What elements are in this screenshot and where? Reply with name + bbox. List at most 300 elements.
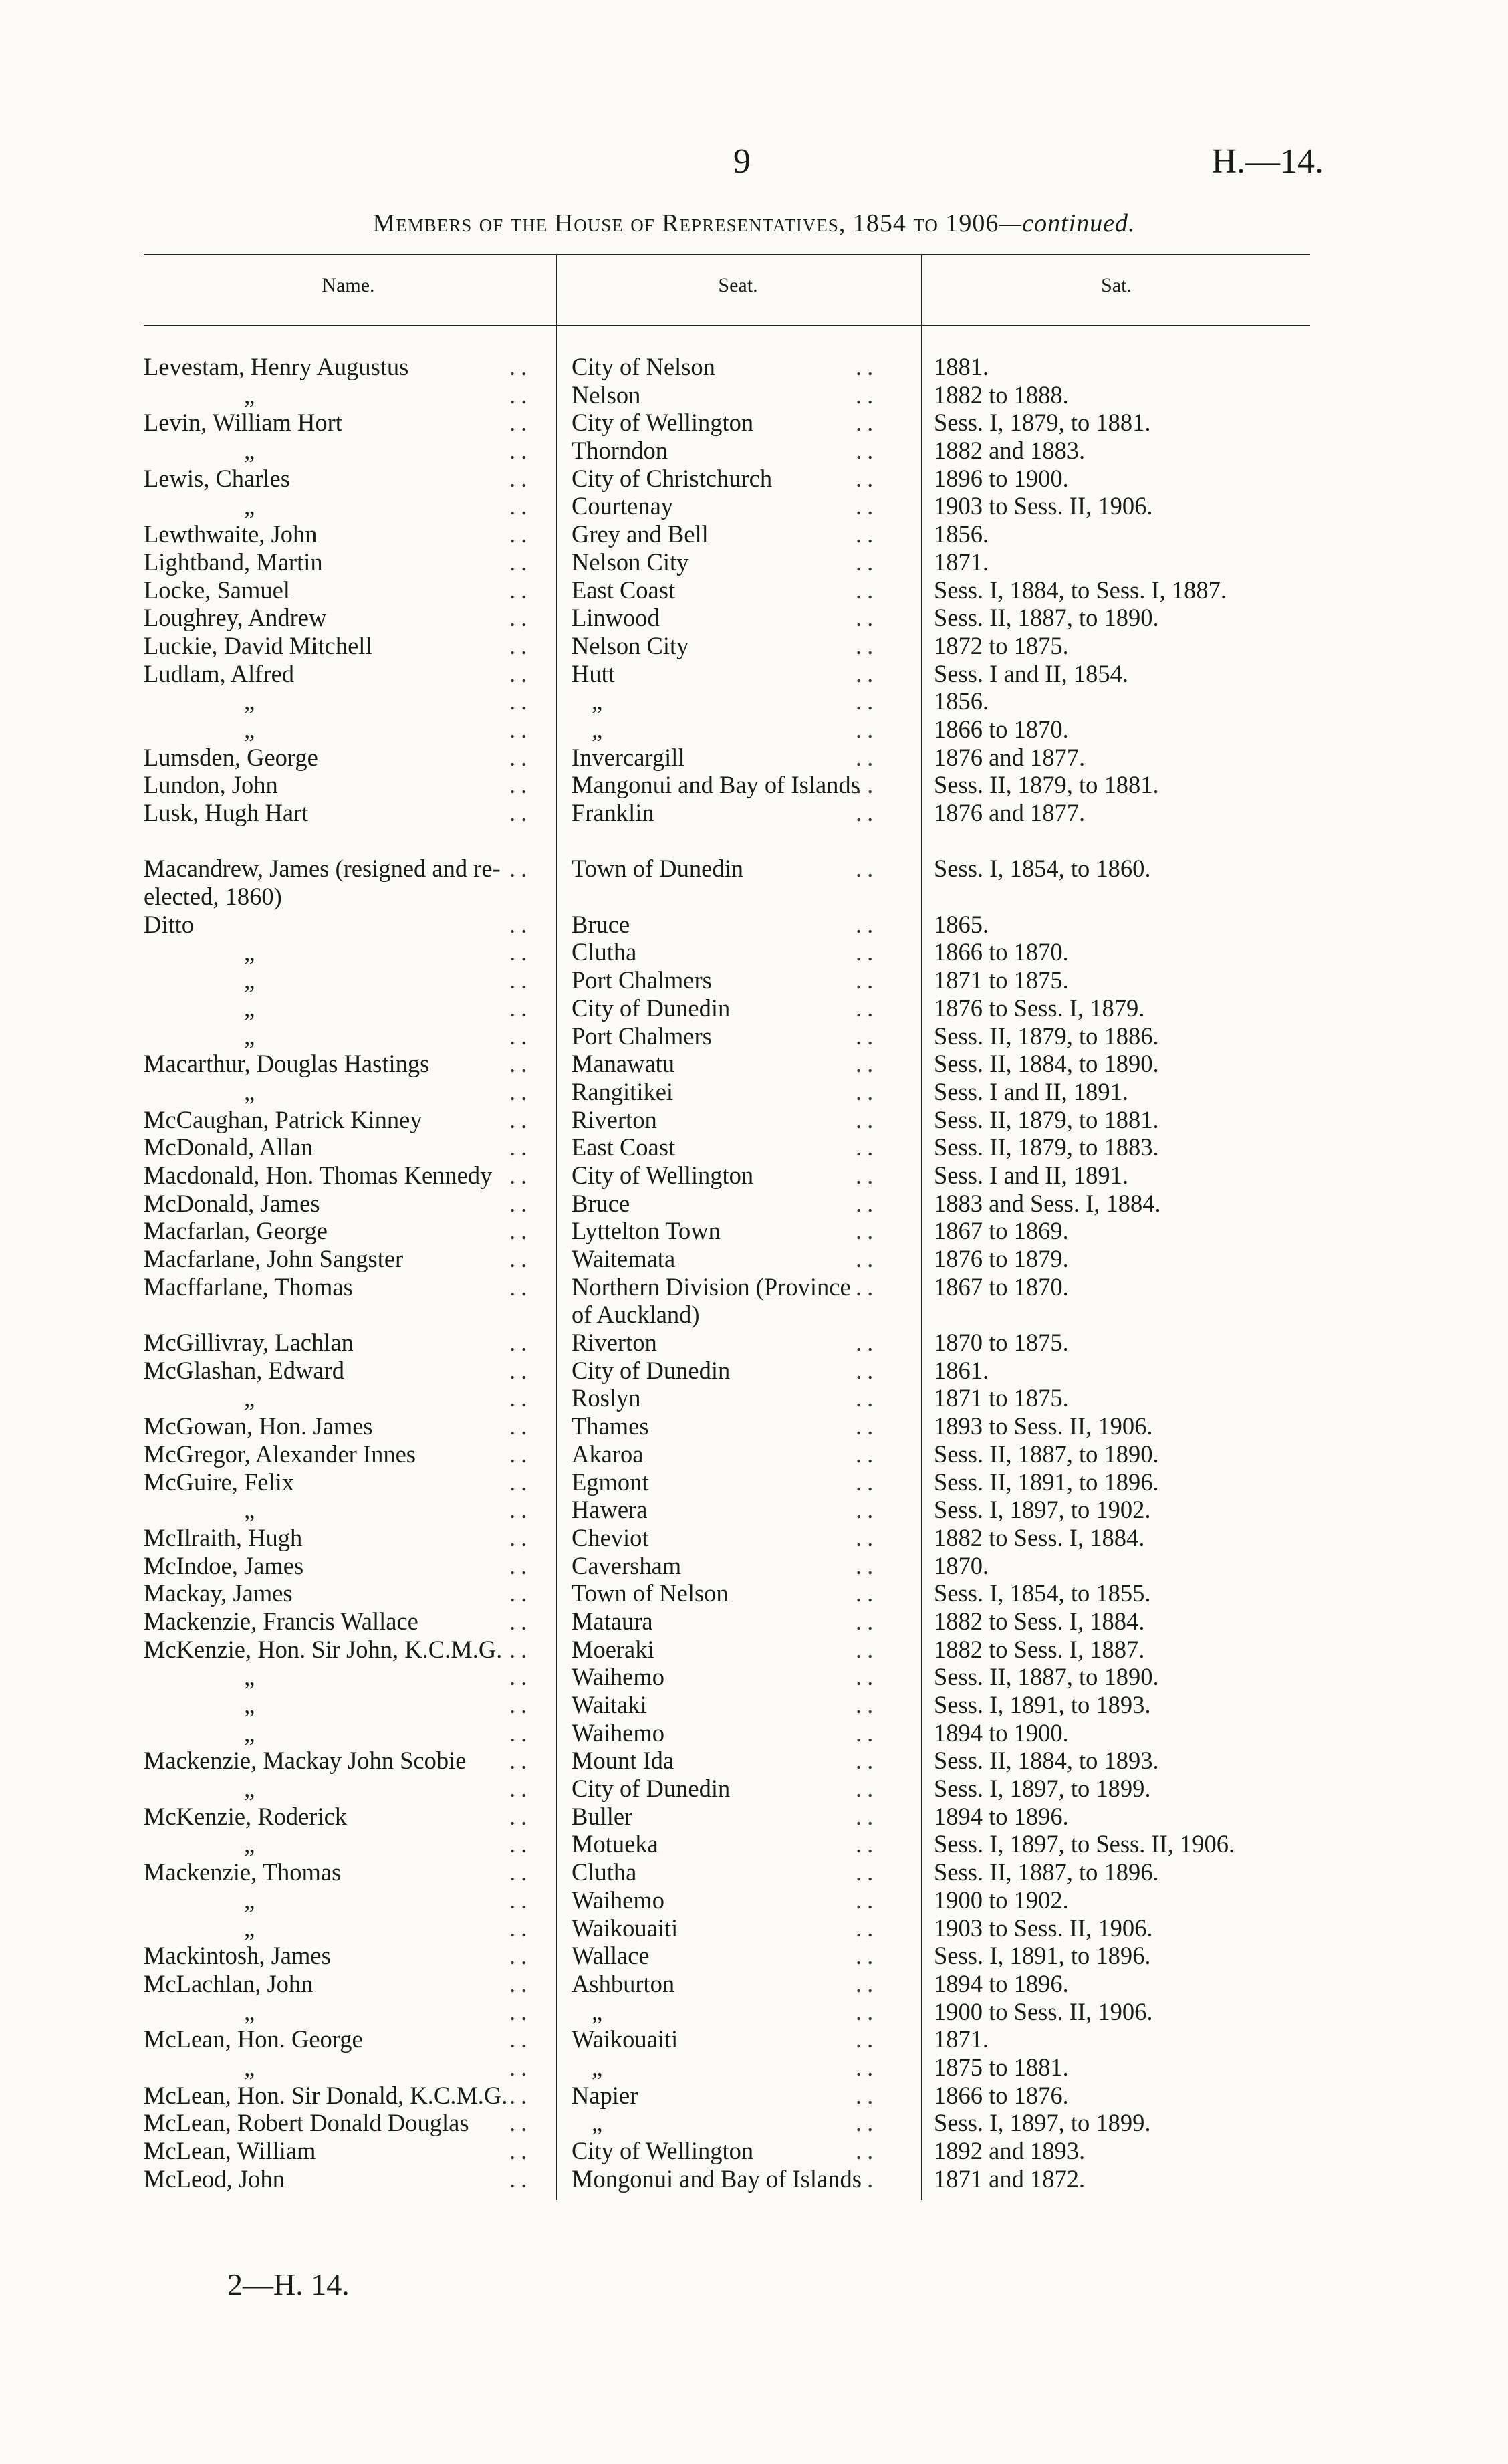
leader-dots: .. xyxy=(856,743,879,771)
member-name: Macandrew, James (resigned and re- xyxy=(144,855,501,883)
sat-period: 1875 to 1881. xyxy=(934,2053,1069,2081)
sat-period: 1881. xyxy=(934,353,989,380)
seat: East Coast xyxy=(572,576,676,604)
member-name: McLeod, John xyxy=(144,2164,285,2193)
leader-dots: .. xyxy=(509,353,533,380)
sat-period: 1896 to 1900. xyxy=(934,464,1069,492)
table-row xyxy=(0,548,1508,576)
leader-dots: .. xyxy=(509,1997,533,2025)
leader-dots: .. xyxy=(509,380,533,409)
leader-dots: .. xyxy=(856,492,879,520)
sat-period: Sess. II, 1884, to 1893. xyxy=(934,1747,1159,1775)
leader-dots: .. xyxy=(856,1830,879,1858)
seat: Thames xyxy=(572,1412,649,1440)
leader-dots: .. xyxy=(856,1886,879,1914)
leader-dots: .. xyxy=(856,1802,879,1830)
table-row xyxy=(0,966,1508,994)
member-name: McLean, Robert Donald Douglas xyxy=(144,2109,469,2137)
sat-period: 1882 and 1883. xyxy=(934,437,1086,465)
seat: „ xyxy=(592,1997,603,2025)
member-name: McLean, William xyxy=(144,2137,316,2164)
table-row xyxy=(0,2137,1508,2165)
seat: Waikouaiti xyxy=(572,1914,678,1942)
member-name: elected, 1860) xyxy=(144,883,282,911)
table-row xyxy=(0,1970,1508,1998)
seat: Cheviot xyxy=(572,1523,649,1551)
member-name: McLean, Hon. Sir Donald, K.C.M.G. xyxy=(144,2081,508,2109)
member-name: „ xyxy=(244,1830,255,1858)
member-name: Levestam, Henry Augustus xyxy=(144,353,409,380)
leader-dots: .. xyxy=(509,659,533,687)
leader-dots: .. xyxy=(856,771,879,799)
member-name: „ xyxy=(244,966,255,994)
sat-period: 1872 to 1875. xyxy=(934,631,1069,659)
leader-dots: .. xyxy=(509,771,533,799)
leader-dots: .. xyxy=(856,938,879,966)
sat-period: Sess. I, 1879, to 1881. xyxy=(934,409,1151,437)
table-row xyxy=(0,353,1508,381)
member-name: Locke, Samuel xyxy=(144,576,290,604)
leader-dots: .. xyxy=(856,1914,879,1942)
leader-dots: .. xyxy=(856,994,879,1022)
table-row xyxy=(0,994,1508,1022)
leader-dots: .. xyxy=(509,1607,533,1635)
leader-dots: .. xyxy=(509,1412,533,1440)
member-name: McDonald, Allan xyxy=(144,1133,313,1161)
seat: City of Dunedin xyxy=(572,1775,731,1803)
seat: Roslyn xyxy=(572,1384,641,1412)
table-row xyxy=(0,1217,1508,1245)
sat-period: 1871 to 1875. xyxy=(934,966,1069,994)
leader-dots: .. xyxy=(856,2025,879,2053)
leader-dots: .. xyxy=(509,1245,533,1272)
table-row xyxy=(0,2025,1508,2053)
seat: Clutha xyxy=(572,938,637,966)
sat-period: Sess. II, 1887, to 1896. xyxy=(934,1858,1159,1886)
seat: Waihemo xyxy=(572,1886,664,1914)
member-name: Lusk, Hugh Hart xyxy=(144,799,309,826)
sat-period: 1882 to Sess. I, 1884. xyxy=(934,1607,1145,1635)
leader-dots: .. xyxy=(856,1858,879,1886)
member-name: Loughrey, Andrew xyxy=(144,604,327,632)
sat-period: 1900 to Sess. II, 1906. xyxy=(934,1997,1153,2025)
seat: Rangitikei xyxy=(572,1077,674,1105)
member-name: McIlraith, Hugh xyxy=(144,1523,303,1551)
leader-dots: .. xyxy=(856,631,879,659)
seat: Riverton xyxy=(572,1105,657,1133)
table-row xyxy=(0,1273,1508,1301)
page-signature: 2—H. 14. xyxy=(227,2267,350,2302)
table-row xyxy=(0,381,1508,409)
leader-dots: .. xyxy=(856,576,879,604)
table-row xyxy=(0,1022,1508,1050)
seat: East Coast xyxy=(572,1133,676,1161)
leader-dots: .. xyxy=(509,631,533,659)
sat-period: 1903 to Sess. II, 1906. xyxy=(934,492,1153,520)
leader-dots: .. xyxy=(509,2164,533,2193)
table-row xyxy=(0,1858,1508,1886)
seat: Thorndon xyxy=(572,437,668,465)
table-row xyxy=(0,771,1508,799)
leader-dots: .. xyxy=(509,715,533,743)
page-number: 9 xyxy=(733,142,751,181)
member-name: „ xyxy=(244,687,255,715)
leader-dots: .. xyxy=(509,2081,533,2109)
leader-dots: .. xyxy=(509,1802,533,1830)
seat: Nelson xyxy=(572,380,641,409)
seat: Franklin xyxy=(572,799,654,826)
seat: Mount Ida xyxy=(572,1747,674,1775)
sat-period: 1876 to 1879. xyxy=(934,1245,1069,1272)
member-name: Macdonald, Hon. Thomas Kennedy xyxy=(144,1161,493,1189)
leader-dots: .. xyxy=(509,1161,533,1189)
member-name: Mackay, James xyxy=(144,1579,293,1607)
table-row xyxy=(0,2165,1508,2193)
member-name: „ xyxy=(244,1914,255,1942)
table-row xyxy=(0,1719,1508,1747)
seat: Nelson City xyxy=(572,631,689,659)
leader-dots: .. xyxy=(509,1133,533,1161)
leader-dots: .. xyxy=(509,1886,533,1914)
header-rule-bottom xyxy=(144,325,1310,326)
table-row xyxy=(0,938,1508,966)
leader-dots: .. xyxy=(856,1635,879,1663)
sat-period: 1866 to 1870. xyxy=(934,938,1069,966)
member-name: „ xyxy=(244,380,255,409)
seat: Linwood xyxy=(572,604,660,632)
member-name: „ xyxy=(244,2053,255,2081)
table-row xyxy=(0,1552,1508,1580)
seat: Waikouaiti xyxy=(572,2025,678,2053)
member-name: Lundon, John xyxy=(144,771,278,799)
leader-dots: .. xyxy=(856,1217,879,1245)
member-name: McLachlan, John xyxy=(144,1969,313,1997)
member-name: Lewthwaite, John xyxy=(144,520,318,548)
member-name: „ xyxy=(244,1691,255,1718)
leader-dots: .. xyxy=(509,2109,533,2137)
leader-dots: .. xyxy=(856,1356,879,1384)
sat-period: Sess. II, 1879, to 1883. xyxy=(934,1133,1159,1161)
leader-dots: .. xyxy=(856,1384,879,1412)
leader-dots: .. xyxy=(509,1050,533,1078)
seat: City of Nelson xyxy=(572,353,715,380)
leader-dots: .. xyxy=(856,1691,879,1718)
table-row xyxy=(0,1384,1508,1412)
leader-dots: .. xyxy=(509,1691,533,1718)
leader-dots: .. xyxy=(509,1775,533,1803)
page-title xyxy=(0,209,1508,238)
sat-period: 1867 to 1870. xyxy=(934,1272,1069,1301)
table-row xyxy=(0,492,1508,520)
leader-dots: .. xyxy=(509,687,533,715)
leader-dots: .. xyxy=(509,1635,533,1663)
seat: Lyttelton Town xyxy=(572,1217,721,1245)
seat: City of Dunedin xyxy=(572,1356,731,1384)
sat-period: Sess. I and II, 1891. xyxy=(934,1077,1128,1105)
title-main: Members of the House of Representatives, 1854 to 1906 xyxy=(372,209,999,237)
leader-dots: .. xyxy=(856,1663,879,1691)
sat-period: Sess. I, 1897, to Sess. II, 1906. xyxy=(934,1830,1235,1858)
leader-dots: .. xyxy=(856,659,879,687)
seat: Town of Dunedin xyxy=(572,855,743,883)
table-row xyxy=(0,1636,1508,1664)
table-row xyxy=(0,799,1508,827)
table-row xyxy=(0,604,1508,632)
table-row xyxy=(0,1607,1508,1636)
table-row xyxy=(0,576,1508,604)
sat-period: 1871. xyxy=(934,2025,989,2053)
leader-dots: .. xyxy=(509,1914,533,1942)
leader-dots: .. xyxy=(509,1077,533,1105)
member-name: „ xyxy=(244,1022,255,1050)
sat-period: 1892 and 1893. xyxy=(934,2137,1086,2164)
sat-period: Sess. I, 1854, to 1855. xyxy=(934,1579,1151,1607)
leader-dots: .. xyxy=(509,1523,533,1551)
sat-period: 1870. xyxy=(934,1551,989,1579)
leader-dots: .. xyxy=(509,1217,533,1245)
seat: City of Wellington xyxy=(572,1161,754,1189)
leader-dots: .. xyxy=(856,1133,879,1161)
table-row xyxy=(0,1357,1508,1385)
leader-dots: .. xyxy=(856,1022,879,1050)
leader-dots: .. xyxy=(509,1579,533,1607)
table-row xyxy=(0,1942,1508,1970)
document-reference: H.—14. xyxy=(1211,142,1324,181)
leader-dots: .. xyxy=(509,492,533,520)
seat: Buller xyxy=(572,1802,633,1830)
leader-dots: .. xyxy=(856,910,879,938)
leader-dots: .. xyxy=(509,464,533,492)
member-name: „ xyxy=(244,1077,255,1105)
table-row xyxy=(0,465,1508,493)
leader-dots: .. xyxy=(856,1161,879,1189)
seat: Nelson City xyxy=(572,548,689,576)
sat-period: Sess. I, 1897, to 1902. xyxy=(934,1496,1151,1524)
column-header-seat: Seat. xyxy=(718,274,758,296)
member-name: „ xyxy=(244,1997,255,2025)
leader-dots: .. xyxy=(509,2025,533,2053)
seat: Ashburton xyxy=(572,1969,675,1997)
seat: Caversham xyxy=(572,1551,682,1579)
leader-dots: .. xyxy=(856,1272,879,1301)
member-name: „ xyxy=(244,1663,255,1691)
table-row xyxy=(0,1663,1508,1691)
sat-period: Sess. I, 1884, to Sess. I, 1887. xyxy=(934,576,1227,604)
table-row xyxy=(0,855,1508,883)
sat-period: Sess. I, 1897, to 1899. xyxy=(934,1775,1151,1803)
sat-period: 1866 to 1870. xyxy=(934,715,1069,743)
member-name: McGlashan, Edward xyxy=(144,1356,345,1384)
leader-dots: .. xyxy=(856,2109,879,2137)
sat-period: Sess. II, 1879, to 1881. xyxy=(934,1105,1159,1133)
leader-dots: .. xyxy=(509,1105,533,1133)
leader-dots: .. xyxy=(509,1551,533,1579)
sat-period: Sess. II, 1884, to 1890. xyxy=(934,1050,1159,1078)
table-row xyxy=(0,2109,1508,2137)
seat: Riverton xyxy=(572,1329,657,1357)
member-name: Ditto xyxy=(144,910,195,938)
leader-dots: .. xyxy=(509,855,533,883)
table-row xyxy=(0,1106,1508,1134)
leader-dots: .. xyxy=(856,604,879,632)
table-row xyxy=(0,520,1508,548)
table-row xyxy=(0,2053,1508,2082)
leader-dots: .. xyxy=(509,1942,533,1970)
sat-period: 1856. xyxy=(934,520,989,548)
leader-dots: .. xyxy=(509,1496,533,1524)
table-row xyxy=(0,1914,1508,1942)
seat: Hutt xyxy=(572,659,615,687)
table-row xyxy=(0,1830,1508,1858)
member-name: Levin, William Hort xyxy=(144,409,342,437)
table-row xyxy=(0,1579,1508,1607)
leader-dots: .. xyxy=(509,1189,533,1217)
seat: „ xyxy=(592,687,603,715)
table-row xyxy=(0,911,1508,939)
leader-dots: .. xyxy=(509,437,533,465)
leader-dots: .. xyxy=(509,2137,533,2164)
member-name: McLean, Hon. George xyxy=(144,2025,363,2053)
leader-dots: .. xyxy=(856,1468,879,1496)
title-suffix: —continued. xyxy=(999,209,1136,237)
leader-dots: .. xyxy=(509,1858,533,1886)
sat-period: 1865. xyxy=(934,910,989,938)
member-name: „ xyxy=(244,1775,255,1803)
leader-dots: .. xyxy=(856,380,879,409)
table-row xyxy=(0,1133,1508,1161)
member-name: McKenzie, Hon. Sir John, K.C.M.G. xyxy=(144,1635,503,1663)
leader-dots: .. xyxy=(509,1022,533,1050)
leader-dots: .. xyxy=(856,1579,879,1607)
table-row xyxy=(0,632,1508,660)
sat-period: 1882 to Sess. I, 1887. xyxy=(934,1635,1145,1663)
sat-period: 1856. xyxy=(934,687,989,715)
header-rule-top xyxy=(144,254,1310,255)
leader-dots: .. xyxy=(509,2053,533,2081)
leader-dots: .. xyxy=(856,1997,879,2025)
leader-dots: .. xyxy=(856,1718,879,1747)
leader-dots: .. xyxy=(509,1969,533,1997)
table-row xyxy=(0,715,1508,744)
sat-period: Sess. I and II, 1891. xyxy=(934,1161,1128,1189)
sat-period: 1876 and 1877. xyxy=(934,799,1086,826)
member-name: McGregor, Alexander Innes xyxy=(144,1440,416,1468)
seat: Akaroa xyxy=(572,1440,644,1468)
leader-dots: .. xyxy=(856,1412,879,1440)
members-table xyxy=(0,353,1508,2193)
seat: Wallace xyxy=(572,1942,650,1970)
leader-dots: .. xyxy=(856,855,879,883)
table-row xyxy=(0,687,1508,715)
table-row xyxy=(0,1775,1508,1803)
table-row xyxy=(0,1998,1508,2026)
member-name: „ xyxy=(244,1718,255,1747)
leader-dots: .. xyxy=(509,548,533,576)
member-name: Lightband, Martin xyxy=(144,548,323,576)
leader-dots: .. xyxy=(509,799,533,826)
leader-dots: .. xyxy=(856,1496,879,1524)
table-row xyxy=(0,1886,1508,1914)
table-row xyxy=(0,1161,1508,1190)
table-row xyxy=(0,1190,1508,1218)
leader-dots: .. xyxy=(856,1969,879,1997)
leader-dots: .. xyxy=(856,548,879,576)
leader-dots: .. xyxy=(856,2053,879,2081)
seat: City of Dunedin xyxy=(572,994,731,1022)
sat-period: Sess. I, 1891, to 1896. xyxy=(934,1942,1151,1970)
seat: of Auckland) xyxy=(572,1301,700,1329)
leader-dots: .. xyxy=(856,1523,879,1551)
leader-dots: .. xyxy=(856,715,879,743)
leader-dots: .. xyxy=(509,910,533,938)
member-name: Macffarlane, Thomas xyxy=(144,1272,353,1301)
seat: Moeraki xyxy=(572,1635,654,1663)
leader-dots: .. xyxy=(509,1468,533,1496)
leader-dots: .. xyxy=(856,687,879,715)
sat-period: 1894 to 1896. xyxy=(934,1802,1069,1830)
table-row xyxy=(0,1301,1508,1329)
leader-dots: .. xyxy=(856,2137,879,2164)
leader-dots: .. xyxy=(509,1356,533,1384)
table-row xyxy=(0,1468,1508,1496)
seat: „ xyxy=(592,2109,603,2137)
leader-dots: .. xyxy=(856,1747,879,1775)
seat: Grey and Bell xyxy=(572,520,709,548)
sat-period: 1893 to Sess. II, 1906. xyxy=(934,1412,1153,1440)
table-row xyxy=(0,744,1508,772)
sat-period: Sess. I, 1854, to 1860. xyxy=(934,855,1151,883)
member-name: McCaughan, Patrick Kinney xyxy=(144,1105,422,1133)
sat-period: 1882 to 1888. xyxy=(934,380,1069,409)
sat-period: 1871 and 1872. xyxy=(934,2164,1086,2193)
leader-dots: .. xyxy=(509,1718,533,1747)
table-row xyxy=(0,1050,1508,1078)
leader-dots: .. xyxy=(856,437,879,465)
seat: City of Wellington xyxy=(572,409,754,437)
leader-dots: .. xyxy=(856,1077,879,1105)
sat-period: Sess. II, 1887, to 1890. xyxy=(934,1663,1159,1691)
sat-period: Sess. I, 1891, to 1893. xyxy=(934,1691,1151,1718)
leader-dots: .. xyxy=(856,1775,879,1803)
table-row xyxy=(0,1245,1508,1273)
table-row xyxy=(0,1440,1508,1468)
sat-period: 1867 to 1869. xyxy=(934,1217,1069,1245)
member-name: Lumsden, George xyxy=(144,743,318,771)
seat: Town of Nelson xyxy=(572,1579,729,1607)
member-name: McGuire, Felix xyxy=(144,1468,295,1496)
leader-dots: .. xyxy=(856,409,879,437)
seat: Courtenay xyxy=(572,492,674,520)
member-name: Ludlam, Alfred xyxy=(144,659,295,687)
sat-period: 1870 to 1875. xyxy=(934,1329,1069,1357)
member-name: Macarthur, Douglas Hastings xyxy=(144,1050,430,1078)
sat-period: Sess. II, 1887, to 1890. xyxy=(934,604,1159,632)
leader-dots: .. xyxy=(856,1050,879,1078)
leader-dots: .. xyxy=(856,2164,879,2193)
sat-period: 1871. xyxy=(934,548,989,576)
leader-dots: .. xyxy=(509,1830,533,1858)
leader-dots: .. xyxy=(856,1551,879,1579)
seat: „ xyxy=(592,2053,603,2081)
leader-dots: .. xyxy=(509,966,533,994)
sat-period: 1871 to 1875. xyxy=(934,1384,1069,1412)
seat: City of Christchurch xyxy=(572,464,773,492)
leader-dots: .. xyxy=(509,743,533,771)
seat: Hawera xyxy=(572,1496,648,1524)
leader-dots: .. xyxy=(509,938,533,966)
leader-dots: .. xyxy=(509,1384,533,1412)
leader-dots: .. xyxy=(856,2081,879,2109)
